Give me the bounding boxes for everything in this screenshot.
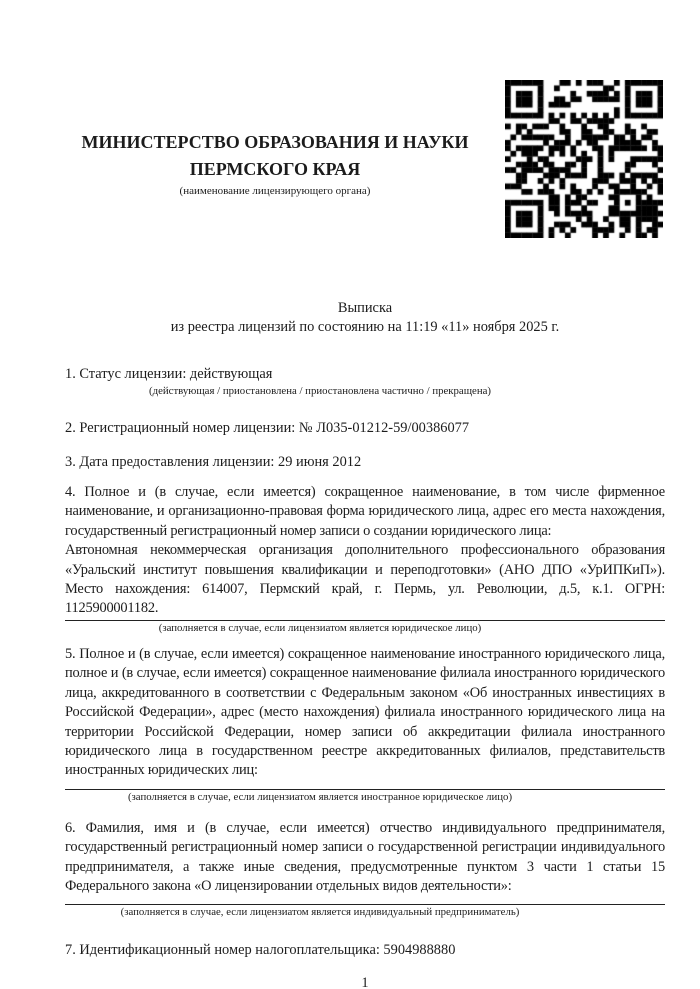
item-7-taxpayer-number: 7. Идентификационный номер налогоплательщика: 5904988880 <box>65 942 456 959</box>
item-5-caption: (заполняется в случае, если лицензиатом является иностранное юридическое лицо) <box>127 790 513 803</box>
ministry-name-line2: ПЕРМСКОГО КРАЯ <box>189 159 361 179</box>
ministry-caption: (наименование лицензирующего органа) <box>179 185 371 197</box>
item-5-foreign-entity-label: 5. Полное и (в случае, если имеется) сокращенное наименование иностранного юридического лица, полное и (в случае, если имеется) сокращенное наименование филиала иностранного юридического лица, аккредитованного в соответствии с Федеральным законом «Об иностранных инвестициях в Российской Федерации», адрес (место нахождения) филиала иностранного юридического лица на территории Российской Федерации, номер записи об аккредитации филиала иностранного юридического лица в государственном реестре аккредитованных филиалов, представительств иностранных юридических лиц: <box>65 645 665 779</box>
ministry-name-line1: МИНИСТЕРСТВО ОБРАЗОВАНИЯ И НАУКИ <box>81 132 469 152</box>
item-2-registration-number: 2. Регистрационный номер лицензии: № Л035-01212-59/00386077 <box>65 420 470 437</box>
document-subtitle: из реестра лицензий по состоянию на 11:19 «11» ноября 2025 г. <box>170 319 560 336</box>
document-title: Выписка <box>337 300 393 316</box>
item-1-license-status: 1. Статус лицензии: действующая <box>65 365 273 382</box>
item-1-caption: (действующая / приостановлена / приостановлена частично / прекращена) <box>149 385 491 398</box>
item-4-legal-entity-value: Автономная некоммерческая организация дополнительного профессионального образования «Уральский институт повышения квалификации и переподготовки» (АНО ДПО «УрИПКиП»). Место нахождения: 614007, Пермский край, г. Пермь, ул. Революции, д.5, к.1. ОГРН: 1125900001182. <box>65 542 665 617</box>
item-6-entrepreneur-label: 6. Фамилия, имя и (в случае, если имеется) отчество индивидуального предпринимателя, государственный регистрационный номер записи о государственной регистрации индивидуального предпринимателя, а также иные сведения, предусмотренные пунктом 3 части 1 статьи 15 Федерального закона «О лицензировании отдельных видов деятельности»: <box>65 819 665 894</box>
item-4-legal-entity-label: 4. Полное и (в случае, если имеется) сокращенное наименование, в том числе фирменное наименование, и организационно-правовая форма юридического лица, адрес его места нахождения, государственный регистрационный номер записи о создании юридического лица: <box>65 484 665 539</box>
page-number: 1 <box>361 974 369 989</box>
item-4-caption: (заполняется в случае, если лицензиатом является юридическое лицо) <box>158 621 482 634</box>
document-body <box>65 299 665 989</box>
item-6-caption: (заполняется в случае, если лицензиатом является индивидуальный предприниматель) <box>120 906 520 919</box>
item-3-grant-date: 3. Дата предоставления лицензии: 29 июня 2012 <box>65 453 362 470</box>
qr-code <box>505 80 663 238</box>
licensing-authority-header <box>55 129 495 198</box>
